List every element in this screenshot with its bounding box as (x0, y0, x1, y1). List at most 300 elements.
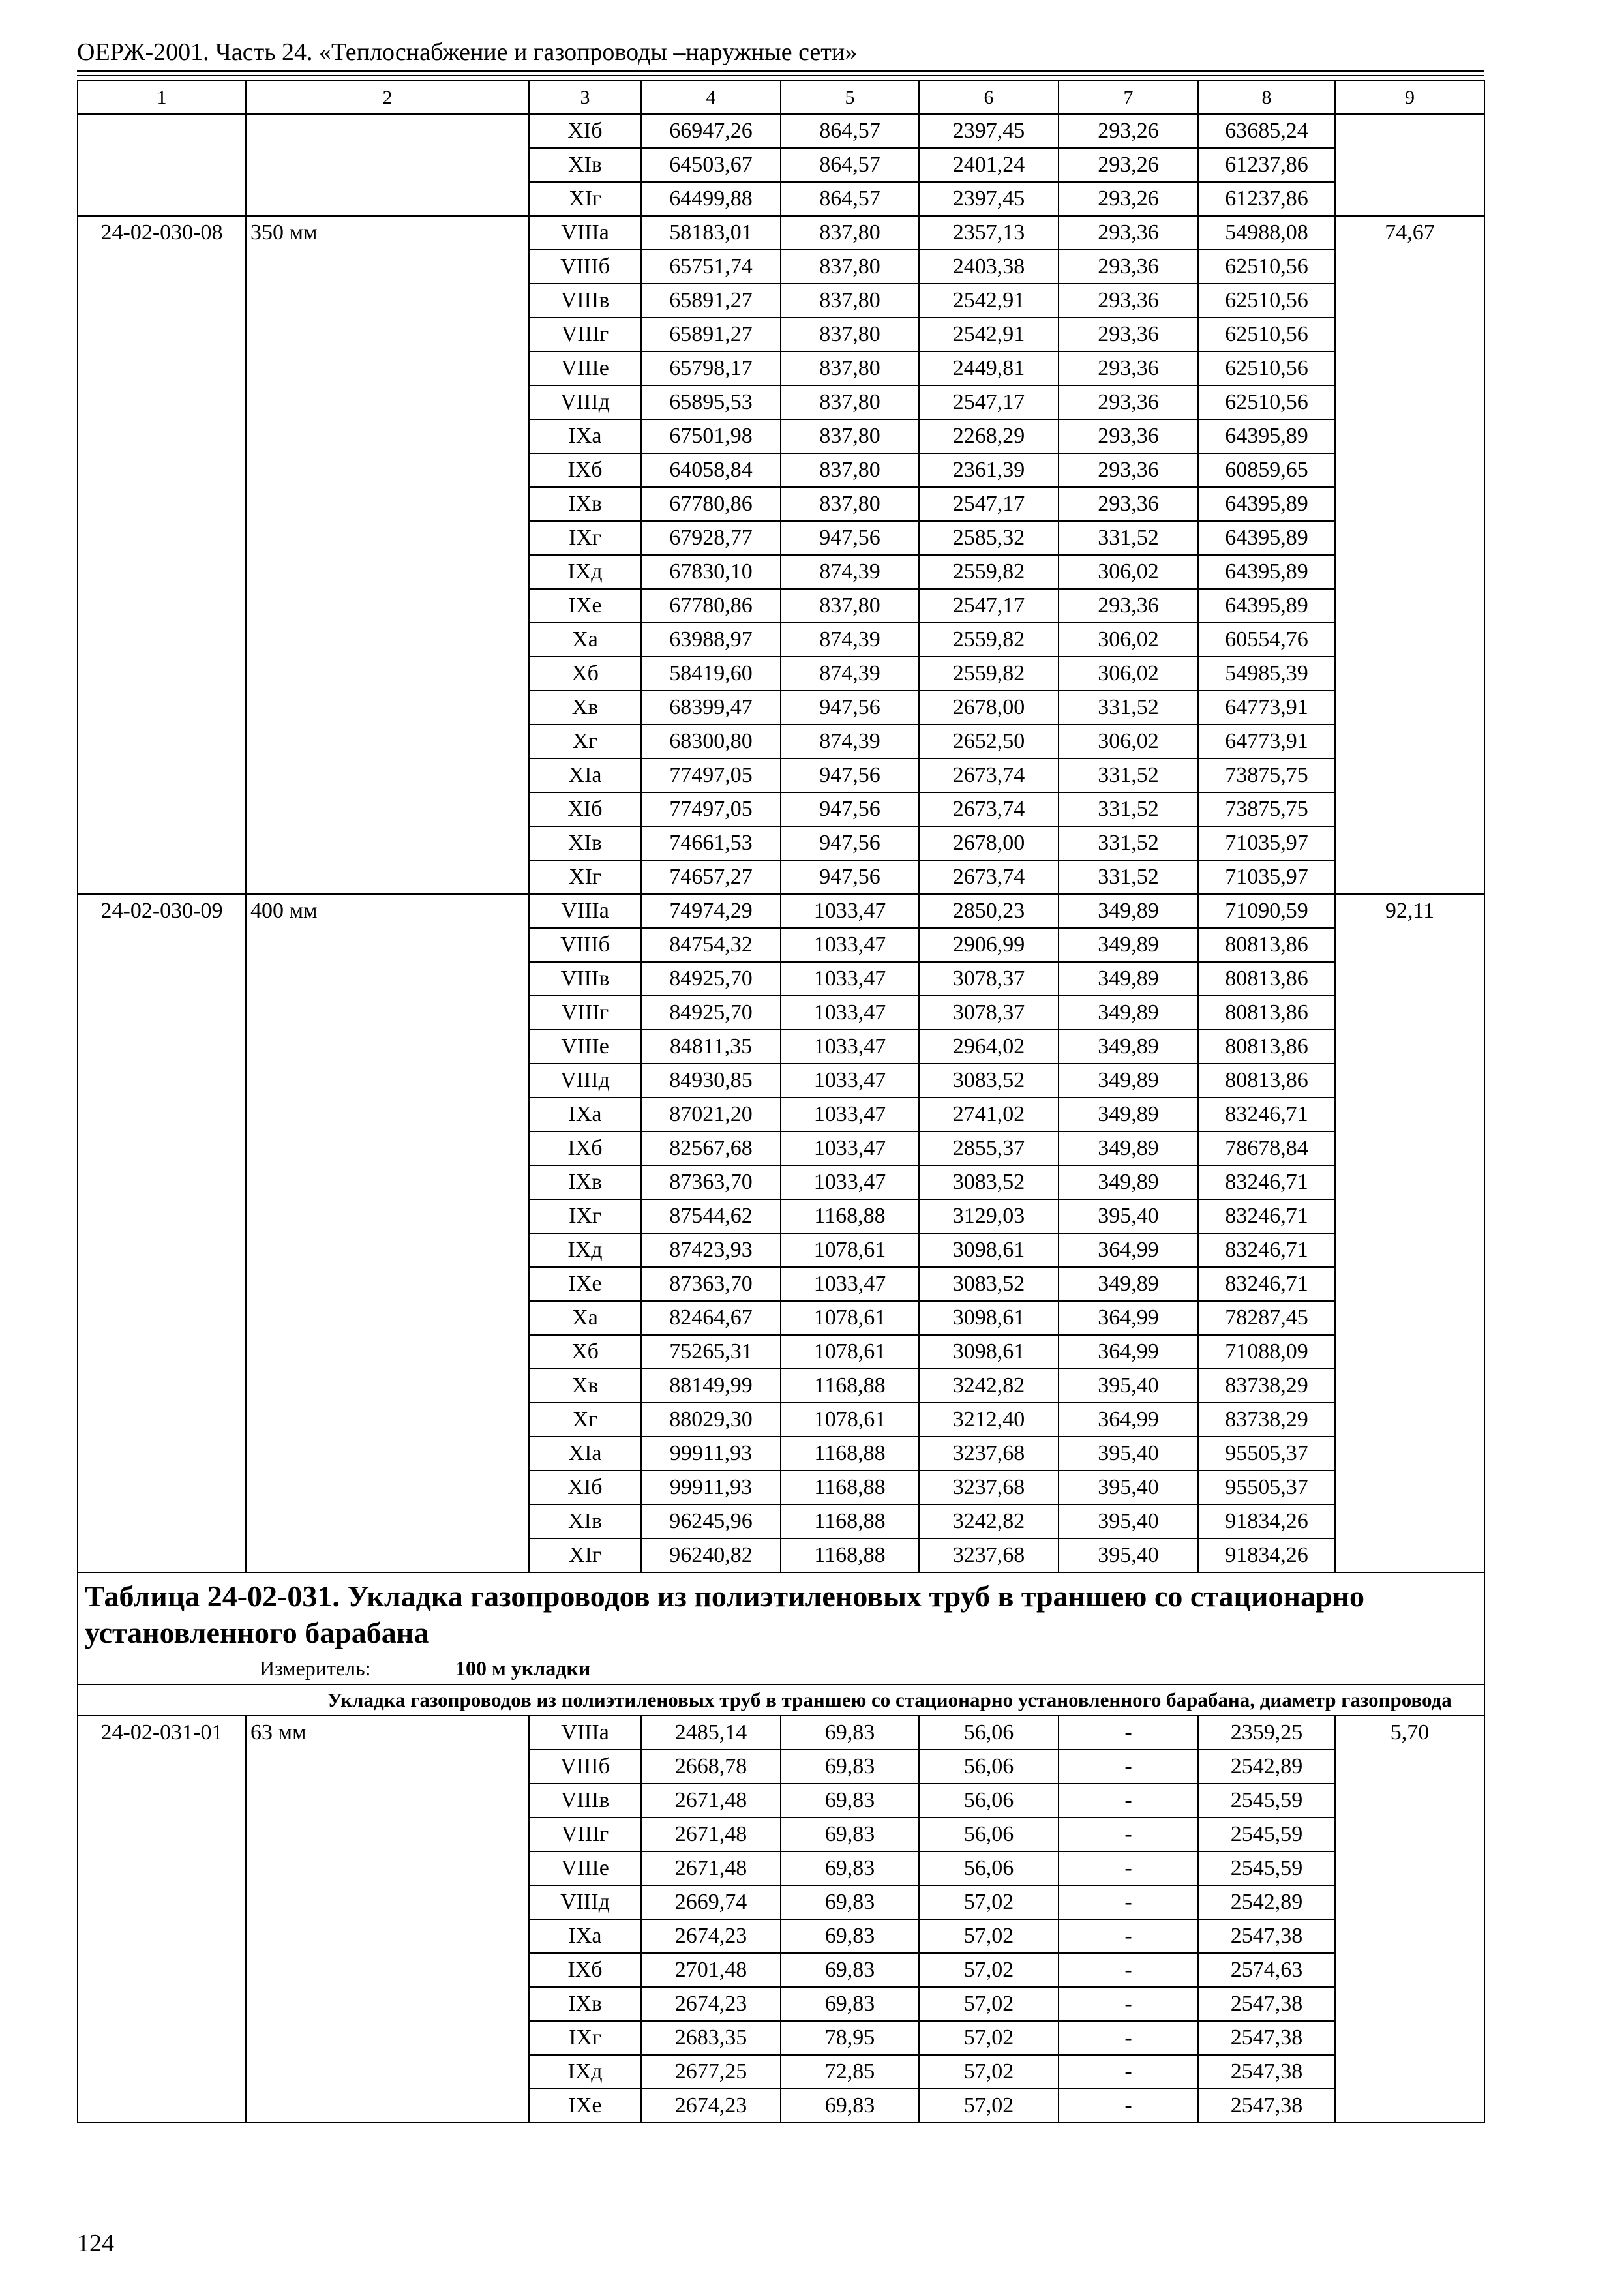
rate-value: 57,02 (919, 1885, 1059, 1919)
table-row (78, 1885, 1484, 1919)
pipe-diameter (246, 1098, 529, 1131)
table-row (78, 1504, 1484, 1538)
table-row (78, 1233, 1484, 1267)
table-row (78, 725, 1484, 758)
rate-value: 2559,82 (919, 657, 1059, 691)
rate-value: 2547,17 (919, 589, 1059, 623)
pipe-diameter (246, 2021, 529, 2055)
rate-code (78, 657, 246, 691)
rate-value: 1033,47 (781, 928, 919, 962)
rate-value: 3237,68 (919, 1471, 1059, 1504)
pipe-diameter (246, 1030, 529, 1064)
zone-code: IXг (529, 521, 641, 555)
rate-code (78, 996, 246, 1030)
zone-code: XIг (529, 1538, 641, 1572)
pipe-diameter (246, 860, 529, 894)
rate-value: 293,26 (1059, 182, 1198, 216)
rate-value: 95505,37 (1198, 1437, 1335, 1471)
zone-code: IXа (529, 1098, 641, 1131)
rate-value: 864,57 (781, 114, 919, 148)
rate-value: 947,56 (781, 860, 919, 894)
rate-value: 56,06 (919, 1750, 1059, 1784)
pipe-diameter (246, 1233, 529, 1267)
rate-value: - (1059, 2021, 1198, 2055)
rate-value: 837,80 (781, 385, 919, 419)
table-row (78, 826, 1484, 860)
zone-code: VIIIд (529, 1885, 641, 1919)
zone-code: VIIIд (529, 1064, 641, 1098)
rate-value: 2559,82 (919, 555, 1059, 589)
rate-value: 69,83 (781, 1953, 919, 1987)
zone-code: IXг (529, 1199, 641, 1233)
table-row (78, 453, 1484, 487)
rate-value: 1033,47 (781, 1165, 919, 1199)
table-row (78, 318, 1484, 352)
pipe-diameter (246, 487, 529, 521)
rate-value: 3098,61 (919, 1233, 1059, 1267)
table-row (78, 555, 1484, 589)
labor-value (1335, 928, 1484, 962)
rate-value: 78287,45 (1198, 1301, 1335, 1335)
table-row (78, 1165, 1484, 1199)
labor-value (1335, 792, 1484, 826)
rate-code (78, 2089, 246, 2123)
rate-value: 864,57 (781, 148, 919, 182)
labor-value (1335, 1165, 1484, 1199)
table-row (78, 1471, 1484, 1504)
rate-code (78, 1199, 246, 1233)
rate-value: 64395,89 (1198, 521, 1335, 555)
rate-value: 2547,17 (919, 487, 1059, 521)
rate-value: 2449,81 (919, 352, 1059, 385)
rate-value: 2674,23 (641, 1919, 781, 1953)
zone-code: Xв (529, 1369, 641, 1403)
table-row (78, 1267, 1484, 1301)
rate-value: 947,56 (781, 826, 919, 860)
rate-value: 293,36 (1059, 352, 1198, 385)
zone-code: VIIIе (529, 1030, 641, 1064)
rate-value: 80813,86 (1198, 928, 1335, 962)
rate-code (78, 1784, 246, 1818)
rate-value: 2741,02 (919, 1098, 1059, 1131)
pipe-diameter (246, 284, 529, 318)
labor-value: 5,70 (1335, 1716, 1484, 1750)
zone-code: IXд (529, 1233, 641, 1267)
column-number: 1 (78, 80, 246, 114)
rate-value: 69,83 (781, 1818, 919, 1851)
rate-value: 349,89 (1059, 1030, 1198, 1064)
labor-value (1335, 860, 1484, 894)
table-row (78, 521, 1484, 555)
labor-value (1335, 284, 1484, 318)
rate-value: 67501,98 (641, 419, 781, 453)
pipe-diameter (246, 1369, 529, 1403)
table-subtitle-row (78, 1684, 1484, 1716)
rate-value: 71035,97 (1198, 826, 1335, 860)
rate-value: 62510,56 (1198, 318, 1335, 352)
rate-value: 71088,09 (1198, 1335, 1335, 1369)
table-row (78, 385, 1484, 419)
labor-value (1335, 1301, 1484, 1335)
rate-value: 293,36 (1059, 284, 1198, 318)
rate-value: - (1059, 1851, 1198, 1885)
rate-value: 96245,96 (641, 1504, 781, 1538)
rate-code (78, 1301, 246, 1335)
rate-value: 69,83 (781, 1919, 919, 1953)
labor-value (1335, 1403, 1484, 1437)
rate-value: 3237,68 (919, 1538, 1059, 1572)
labor-value (1335, 453, 1484, 487)
rate-value: - (1059, 1750, 1198, 1784)
rate-value: 62510,56 (1198, 250, 1335, 284)
zone-code: VIIIв (529, 1784, 641, 1818)
rate-value: 68300,80 (641, 725, 781, 758)
rate-code (78, 1335, 246, 1369)
rate-code (78, 385, 246, 419)
rate-value: 1033,47 (781, 996, 919, 1030)
rate-value: - (1059, 2055, 1198, 2089)
page-header: ОЕРЖ-2001. Часть 24. «Теплоснабжение и газопроводы –наружные сети» (77, 38, 858, 66)
zone-code: IXв (529, 1987, 641, 2021)
rate-value: 2574,63 (1198, 1953, 1335, 1987)
table-row (78, 1919, 1484, 1953)
rate-value: 99911,93 (641, 1471, 781, 1504)
rate-code (78, 1098, 246, 1131)
zone-code: VIIIа (529, 216, 641, 250)
rate-value: 2850,23 (919, 894, 1059, 928)
table-row (78, 691, 1484, 725)
rate-value: 74657,27 (641, 860, 781, 894)
labor-value (1335, 352, 1484, 385)
rate-value: 837,80 (781, 284, 919, 318)
table-row (78, 250, 1484, 284)
labor-value: 92,11 (1335, 894, 1484, 928)
column-number: 5 (781, 80, 919, 114)
rate-value: 1033,47 (781, 1098, 919, 1131)
labor-value (1335, 2089, 1484, 2123)
rate-value: 96240,82 (641, 1538, 781, 1572)
table-row (78, 1953, 1484, 1987)
rate-code (78, 860, 246, 894)
rate-value: 65891,27 (641, 284, 781, 318)
rate-value: 1168,88 (781, 1471, 919, 1504)
rate-value: 3083,52 (919, 1064, 1059, 1098)
zone-code: XIв (529, 1504, 641, 1538)
pipe-diameter (246, 1784, 529, 1818)
rate-value: 83246,71 (1198, 1199, 1335, 1233)
rate-value: 69,83 (781, 1784, 919, 1818)
zone-code: VIIIб (529, 250, 641, 284)
pipe-diameter (246, 1885, 529, 1919)
pipe-diameter (246, 1301, 529, 1335)
labor-value (1335, 589, 1484, 623)
rate-value: 3098,61 (919, 1301, 1059, 1335)
rate-value: 82464,67 (641, 1301, 781, 1335)
rate-value: 874,39 (781, 725, 919, 758)
zone-code: Xв (529, 691, 641, 725)
rate-value: 2542,89 (1198, 1885, 1335, 1919)
rate-value: 73875,75 (1198, 758, 1335, 792)
rate-value: 87021,20 (641, 1098, 781, 1131)
rate-value: 1168,88 (781, 1199, 919, 1233)
table-row (78, 1851, 1484, 1885)
rate-value: 2359,25 (1198, 1716, 1335, 1750)
rate-value: 306,02 (1059, 725, 1198, 758)
zone-code: Xа (529, 1301, 641, 1335)
rate-value: 306,02 (1059, 555, 1198, 589)
table-row (78, 996, 1484, 1030)
rate-value: 331,52 (1059, 521, 1198, 555)
zone-code: IXа (529, 419, 641, 453)
zone-code: VIIIв (529, 962, 641, 996)
rate-value: 2673,74 (919, 758, 1059, 792)
rate-value: 58183,01 (641, 216, 781, 250)
rate-value: 2683,35 (641, 2021, 781, 2055)
rate-code (78, 1919, 246, 1953)
rate-value: - (1059, 1716, 1198, 1750)
rate-value: 69,83 (781, 1987, 919, 2021)
zone-code: Xб (529, 1335, 641, 1369)
page-number: 124 (77, 2230, 114, 2257)
rate-value: 84930,85 (641, 1064, 781, 1098)
zone-code: XIа (529, 758, 641, 792)
table-title: Таблица 24-02-031. Укладка газопроводов из полиэтиленовых труб в траншею со стационарно установленного барабана (85, 1579, 1365, 1649)
rate-value: 83738,29 (1198, 1369, 1335, 1403)
rate-value: 947,56 (781, 758, 919, 792)
labor-value (1335, 725, 1484, 758)
rate-value: 60554,76 (1198, 623, 1335, 657)
rate-value: 87363,70 (641, 1165, 781, 1199)
rate-value: 2361,39 (919, 453, 1059, 487)
rate-value: 349,89 (1059, 1267, 1198, 1301)
rate-code (78, 1030, 246, 1064)
rate-value: 83246,71 (1198, 1267, 1335, 1301)
rate-code (78, 1267, 246, 1301)
rate-value: 83246,71 (1198, 1098, 1335, 1131)
table-row (78, 860, 1484, 894)
pipe-diameter (246, 250, 529, 284)
pipe-diameter (246, 2089, 529, 2123)
rate-value: 56,06 (919, 1784, 1059, 1818)
zone-code: VIIIе (529, 1851, 641, 1885)
rate-value: 2401,24 (919, 148, 1059, 182)
labor-value (1335, 182, 1484, 216)
zone-code: VIIIв (529, 284, 641, 318)
rate-value: 80813,86 (1198, 996, 1335, 1030)
table-row (78, 623, 1484, 657)
rate-code (78, 1953, 246, 1987)
rate-value: 947,56 (781, 521, 919, 555)
rate-code: 24-02-030-08 (78, 216, 246, 250)
labor-value (1335, 1504, 1484, 1538)
rate-value: 2542,91 (919, 284, 1059, 318)
rate-value: 61237,86 (1198, 148, 1335, 182)
rate-value: 1168,88 (781, 1369, 919, 1403)
table-row (78, 352, 1484, 385)
rate-code (78, 962, 246, 996)
pipe-diameter (246, 1403, 529, 1437)
pipe-diameter (246, 1987, 529, 2021)
rate-value: 3242,82 (919, 1504, 1059, 1538)
pipe-diameter (246, 1504, 529, 1538)
rate-value: 331,52 (1059, 792, 1198, 826)
zone-code: IXе (529, 2089, 641, 2123)
rate-value: - (1059, 1885, 1198, 1919)
zone-code: Xб (529, 657, 641, 691)
rates-table (77, 80, 1485, 2123)
pipe-diameter (246, 996, 529, 1030)
pipe-diameter (246, 521, 529, 555)
labor-value (1335, 623, 1484, 657)
rate-value: 63988,97 (641, 623, 781, 657)
rate-value: 947,56 (781, 792, 919, 826)
rate-value: 349,89 (1059, 962, 1198, 996)
rate-value: 331,52 (1059, 860, 1198, 894)
rate-value: - (1059, 1784, 1198, 1818)
pipe-diameter (246, 1851, 529, 1885)
labor-value (1335, 1987, 1484, 2021)
table-title-row (78, 1572, 1484, 1684)
table-row (78, 1750, 1484, 1784)
rate-value: 56,06 (919, 1716, 1059, 1750)
rate-value: 1033,47 (781, 1131, 919, 1165)
rate-value: 2542,89 (1198, 1750, 1335, 1784)
column-number: 4 (641, 80, 781, 114)
pipe-diameter (246, 1818, 529, 1851)
rate-value: - (1059, 1987, 1198, 2021)
table-row (78, 487, 1484, 521)
rate-value: 874,39 (781, 555, 919, 589)
rate-value: 56,06 (919, 1818, 1059, 1851)
rate-value: 57,02 (919, 2055, 1059, 2089)
rate-value: 364,99 (1059, 1301, 1198, 1335)
rate-value: 293,36 (1059, 385, 1198, 419)
table-row (78, 1199, 1484, 1233)
table-row (78, 1030, 1484, 1064)
rate-value: 395,40 (1059, 1369, 1198, 1403)
measure-value: 100 м укладки (455, 1656, 591, 1680)
rates-table-body (78, 80, 1484, 2123)
table-row (78, 182, 1484, 216)
rate-code (78, 758, 246, 792)
pipe-diameter (246, 1199, 529, 1233)
rate-value: 874,39 (781, 623, 919, 657)
table-row (78, 284, 1484, 318)
rate-value: 837,80 (781, 318, 919, 352)
pipe-diameter (246, 758, 529, 792)
rate-value: 2547,38 (1198, 2055, 1335, 2089)
zone-code: VIIIа (529, 1716, 641, 1750)
table-row (78, 928, 1484, 962)
rate-value: 3242,82 (919, 1369, 1059, 1403)
table-subtitle: Укладка газопроводов из полиэтиленовых труб в траншею со стационарно установленного барабана, диаметр газопровода (78, 1684, 1484, 1716)
rate-value: - (1059, 1919, 1198, 1953)
rate-value: 73875,75 (1198, 792, 1335, 826)
rate-value: 2547,38 (1198, 1919, 1335, 1953)
rate-value: 65891,27 (641, 318, 781, 352)
rate-value: 306,02 (1059, 623, 1198, 657)
pipe-diameter (246, 419, 529, 453)
rate-value: 2547,38 (1198, 1987, 1335, 2021)
rate-value: 2397,45 (919, 114, 1059, 148)
rate-value: 2671,48 (641, 1818, 781, 1851)
rate-value: 293,36 (1059, 250, 1198, 284)
table-row (78, 1131, 1484, 1165)
labor-value (1335, 385, 1484, 419)
rate-code (78, 1403, 246, 1437)
labor-value (1335, 1885, 1484, 1919)
rate-code: 24-02-030-09 (78, 894, 246, 928)
rate-value: 65751,74 (641, 250, 781, 284)
pipe-diameter (246, 1267, 529, 1301)
pipe-diameter (246, 555, 529, 589)
pipe-diameter (246, 657, 529, 691)
rate-value: 69,83 (781, 1750, 919, 1784)
rate-value: 80813,86 (1198, 1064, 1335, 1098)
rate-value: 864,57 (781, 182, 919, 216)
rate-value: 64499,88 (641, 182, 781, 216)
rate-value: 1078,61 (781, 1403, 919, 1437)
table-row (78, 657, 1484, 691)
rate-value: 54985,39 (1198, 657, 1335, 691)
rate-value: 349,89 (1059, 894, 1198, 928)
rate-value: 293,26 (1059, 148, 1198, 182)
rate-value: 2701,48 (641, 1953, 781, 1987)
rate-value: 837,80 (781, 589, 919, 623)
rate-code (78, 1885, 246, 1919)
rate-code (78, 2021, 246, 2055)
rate-code (78, 1818, 246, 1851)
pipe-diameter (246, 623, 529, 657)
rate-value: 2673,74 (919, 860, 1059, 894)
pipe-diameter (246, 148, 529, 182)
rate-value: 2678,00 (919, 691, 1059, 725)
rate-value: 2677,25 (641, 2055, 781, 2089)
labor-value (1335, 1784, 1484, 1818)
rate-value: 80813,86 (1198, 962, 1335, 996)
rate-value: 2542,91 (919, 318, 1059, 352)
rate-value: 77497,05 (641, 758, 781, 792)
rate-value: 2673,74 (919, 792, 1059, 826)
table-row (78, 1335, 1484, 1369)
header-rule-thin (77, 75, 1484, 76)
zone-code: XIг (529, 860, 641, 894)
rate-value: 2678,00 (919, 826, 1059, 860)
rate-value: 66947,26 (641, 114, 781, 148)
table-row (78, 1098, 1484, 1131)
rate-value: 87544,62 (641, 1199, 781, 1233)
rate-value: 2268,29 (919, 419, 1059, 453)
rate-value: 87363,70 (641, 1267, 781, 1301)
zone-code: VIIIг (529, 1818, 641, 1851)
measure-label: Измеритель: (260, 1656, 371, 1680)
rate-value: 2545,59 (1198, 1818, 1335, 1851)
rate-value: - (1059, 1953, 1198, 1987)
rate-code (78, 589, 246, 623)
rate-value: 75265,31 (641, 1335, 781, 1369)
rate-value: 3129,03 (919, 1199, 1059, 1233)
rate-value: 67780,86 (641, 589, 781, 623)
rate-value: 83738,29 (1198, 1403, 1335, 1437)
rate-value: 395,40 (1059, 1471, 1198, 1504)
table-row (78, 758, 1484, 792)
labor-value (1335, 2021, 1484, 2055)
labor-value (1335, 758, 1484, 792)
rate-code (78, 928, 246, 962)
pipe-diameter: 350 мм (246, 216, 529, 250)
labor-value (1335, 996, 1484, 1030)
rate-value: 837,80 (781, 250, 919, 284)
